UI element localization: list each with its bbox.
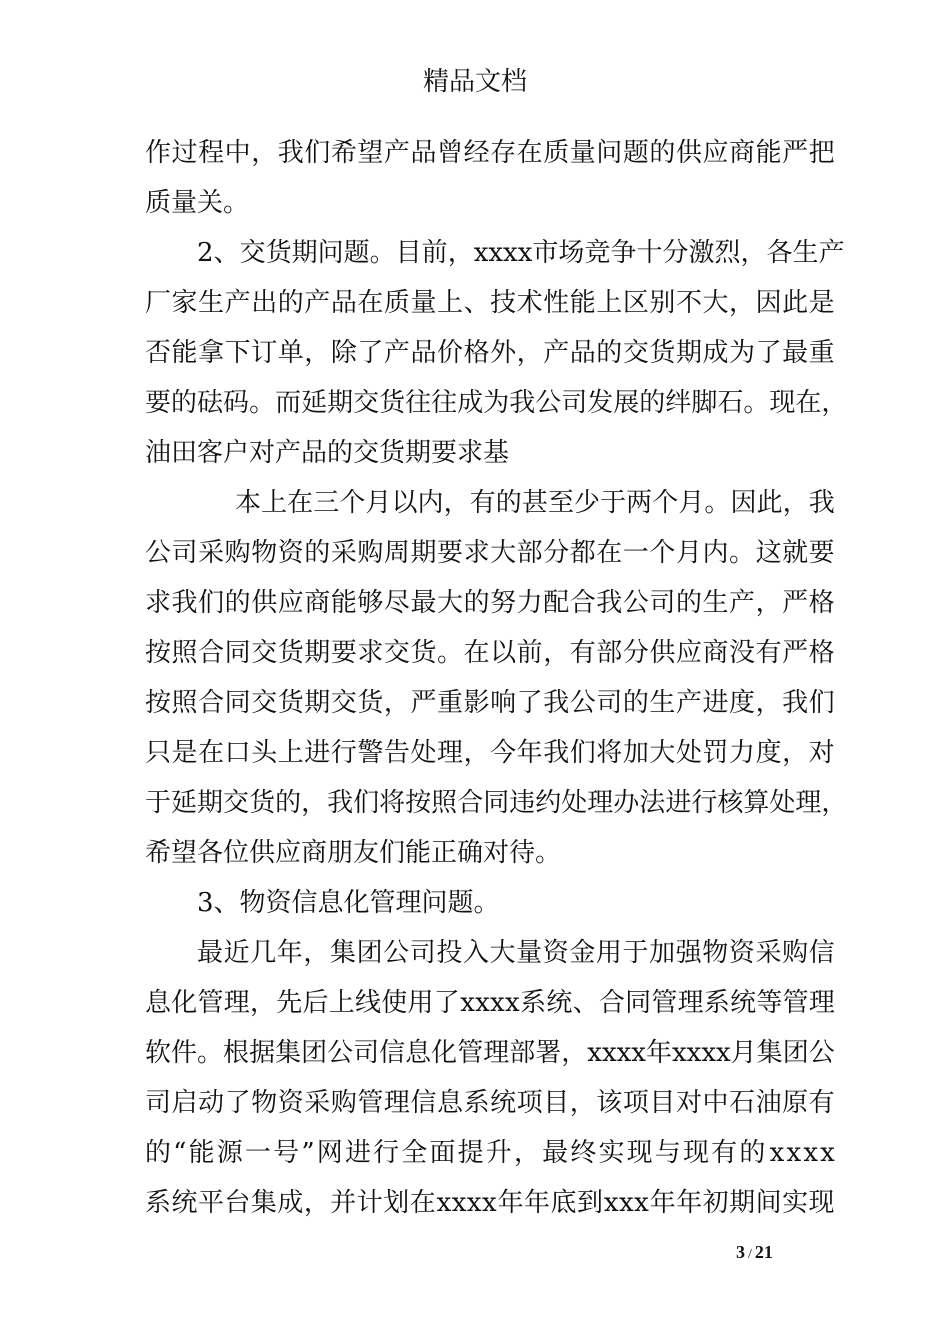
text-line: 司 启 动 了 物 资 采 购 管 理 信 息 系 统 项 目 ， 该 项 目 对 中 石 油 原 有 xyxy=(145,1088,835,1118)
page-number xyxy=(736,1240,773,1267)
text-line: 只 是 在 口 头 上 进 行 警 告 处 理 ， 今 年 我 们 将 加 大 处 罚 力 度 ， 对 xyxy=(145,738,835,768)
text-line: 质量关。 xyxy=(145,188,250,218)
text-line: 希望各位供应商朋友们能正确对待。 xyxy=(145,838,562,868)
text-line: 3、物资信息化管理问题。 xyxy=(197,888,500,918)
text-line: 息 化 管 理 ， 先 后 上 线 使 用 了 x x x x 系 统 、 合 同 管 理 系 统 等 管 理 xyxy=(145,988,835,1018)
text-line: 油田客户对产品的交货期要求基 xyxy=(145,438,510,468)
text-line: 按 照 合 同 交 货 期 要 求 交 货 。 在 以 前 ， 有 部 分 供 应 商 没 有 严 格 xyxy=(145,638,835,668)
text-line: 2 、 交 货 期 问 题 。 目 前 ， x x x x 市 场 竞 争 十 分 激 烈 ， 各 生 产 xyxy=(197,238,845,268)
header-title: 精品文档 xyxy=(422,67,527,97)
text-line: 要 的 砝 码 。 而 延 期 交 货 往 往 成 为 我 公 司 发 展 的 绊 脚 石 。 现 在 ， xyxy=(145,388,848,418)
text-line: 最 近 几 年 ， 集 团 公 司 投 入 大 量 资 金 用 于 加 强 物 资 采 购 信 xyxy=(197,938,835,968)
text-line: 按 照 合 同 交 货 期 交 货 ， 严 重 影 响 了 我 公 司 的 生 产 进 度 ， 我 们 xyxy=(145,688,835,718)
text-line: 否 能 拿 下 订 单 ， 除 了 产 品 价 格 外 ， 产 品 的 交 货 期 成 为 了 最 重 xyxy=(145,338,835,368)
page-current: 3 xyxy=(736,1242,745,1262)
document-body xyxy=(145,128,848,1228)
text-line: 作 过 程 中 ， 我 们 希 望 产 品 曾 经 存 在 质 量 问 题 的 供 应 商 能 严 把 xyxy=(145,138,835,168)
text-line: 于 延 期 交 货 的 ， 我 们 将 按 照 合 同 违 约 处 理 办 法 进 行 核 算 处 理 ， xyxy=(145,788,848,818)
text-line: 求 我 们 的 供 应 商 能 够 尽 最 大 的 努 力 配 合 我 公 司 的 生 产 ， 严 格 xyxy=(145,588,835,618)
page-header xyxy=(0,62,950,102)
page-total: 21 xyxy=(754,1242,773,1262)
text-line: 软 件 。 根 据 集 团 公 司 信 息 化 管 理 部 署 ， x x x x 年 x x x x 月 集 团 公 xyxy=(145,1038,835,1068)
text-line: 的 “ 能 源 一 号 ” 网 进 行 全 面 提 升 ， 最 终 实 现 与 现 有 的 x x x x xyxy=(145,1138,835,1168)
text-line: 厂 家 生 产 出 的 产 品 在 质 量 上 、 技 术 性 能 上 区 别 不 大 ， 因 此 是 xyxy=(145,288,835,318)
text-line: 系 统 平 台 集 成 ， 并 计 划 在 x x x x 年 年 底 到 x x x 年 年 初 期 间 实 现 xyxy=(145,1188,835,1218)
text-line: 公 司 采 购 物 资 的 采 购 周 期 要 求 大 部 分 都 在 一 个 月 内 。 这 就 要 xyxy=(145,538,835,568)
page-separator: / xyxy=(748,1247,752,1262)
text-line: 本 上 在 三 个 月 以 内 ， 有 的 甚 至 少 于 两 个 月 。 因 此 ， 我 xyxy=(235,488,835,518)
